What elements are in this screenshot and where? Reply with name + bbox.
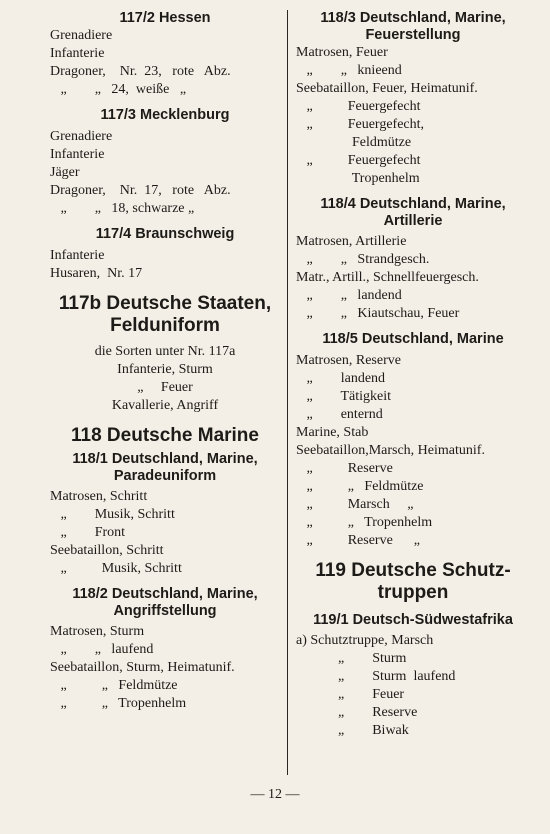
catalog-entry: Infanterie, Sturm: [117, 362, 213, 377]
catalog-entry: „ Biwak: [296, 723, 409, 738]
catalog-entry: „ „ laufend: [50, 642, 154, 657]
section-heading: Feuerstellung: [365, 27, 461, 43]
catalog-entry: „ landend: [296, 371, 386, 386]
catalog-entry: Infanterie: [50, 248, 105, 263]
section-heading: 117b Deutsche Staaten,: [58, 293, 272, 314]
catalog-entry: Seebataillon, Sturm, Heimatunif.: [50, 660, 235, 675]
catalog-entry: Tropenhelm: [296, 171, 420, 186]
page-number: — 12 —: [250, 787, 300, 802]
catalog-entry: Matrosen, Feuer: [296, 45, 388, 60]
catalog-entry: Grenadiere: [50, 129, 113, 144]
section-heading: Felduniform: [110, 315, 220, 336]
catalog-entry: Matrosen, Schritt: [50, 489, 148, 504]
spacer: [50, 578, 280, 586]
catalog-entry: „ Feuer: [296, 687, 405, 702]
catalog-entry: „ „ Feldmütze: [296, 479, 424, 494]
section-heading: Artillerie: [383, 213, 443, 229]
spacer: [50, 99, 280, 107]
catalog-entry: „ „ Kiautschau, Feuer: [296, 306, 460, 321]
catalog-entry: „ Sturm laufend: [296, 669, 456, 684]
catalog-entry: „ „ Tropenhelm: [296, 515, 433, 530]
section-heading: truppen: [377, 582, 449, 603]
column-divider: [287, 10, 288, 775]
catalog-entry: „ Sturm: [296, 651, 407, 666]
catalog-entry: „ enternd: [296, 407, 383, 422]
catalog-entry: „ Feuer: [137, 380, 193, 395]
catalog-entry: Dragoner, Nr. 23, rote Abz.: [50, 64, 231, 79]
catalog-entry: Feldmütze: [296, 135, 412, 150]
catalog-entry: „ Musik, Schritt: [50, 507, 175, 522]
catalog-entry: Matr., Artill., Schnellfeuergesch.: [296, 270, 479, 285]
catalog-entry: Husaren, Nr. 17: [50, 266, 143, 281]
catalog-entry: Seebataillon, Schritt: [50, 543, 164, 558]
catalog-entry: „ Reserve: [296, 705, 418, 720]
catalog-entry: Kavallerie, Angriff: [111, 398, 219, 413]
section-heading: Angriffstellung: [113, 603, 217, 619]
catalog-entry: „ „ Strandgesch.: [296, 252, 430, 267]
catalog-entry: „ „ landend: [296, 288, 402, 303]
section-heading: 118/2 Deutschland, Marine,: [72, 586, 258, 602]
catalog-entry: Jäger: [50, 165, 80, 180]
catalog-entry: Marine, Stab: [296, 425, 369, 440]
catalog-entry: die Sorten unter Nr. 117a: [94, 344, 236, 359]
catalog-entry: „ „ Tropenhelm: [50, 696, 187, 711]
catalog-entry: a) Schutztruppe, Marsch: [296, 633, 434, 648]
catalog-entry: Matrosen, Sturm: [50, 624, 145, 639]
catalog-entry: Matrosen, Reserve: [296, 353, 401, 368]
spacer: [50, 415, 280, 425]
catalog-entry: Seebataillon,Marsch, Heimatunif.: [296, 443, 485, 458]
section-heading: 117/2 Hessen: [119, 10, 211, 26]
section-heading: 118/4 Deutschland, Marine,: [320, 196, 506, 212]
catalog-entry: „ Feuergefecht: [296, 153, 421, 168]
section-heading: 118/1 Deutschland, Marine,: [72, 451, 258, 467]
catalog-entry: „ Reserve „: [296, 533, 421, 548]
spacer: [296, 323, 530, 331]
catalog-entry: Infanterie: [50, 46, 105, 61]
catalog-entry: „ Musik, Schritt: [50, 561, 182, 576]
catalog-entry: Seebataillon, Feuer, Heimatunif.: [296, 81, 478, 96]
spacer: [50, 218, 280, 226]
section-heading: 117/3 Mecklenburg: [100, 107, 230, 123]
right-column: [296, 10, 530, 740]
section-heading: 119 Deutsche Schutz-: [315, 560, 511, 581]
catalog-entry: „ Tätigkeit: [296, 389, 391, 404]
catalog-entry: „ „ 18, schwarze „: [50, 201, 195, 216]
spacer: [296, 550, 530, 560]
section-heading: 119/1 Deutsch-Südwestafrika: [313, 612, 513, 628]
catalog-entry: „ Reserve: [296, 461, 393, 476]
catalog-entry: Grenadiere: [50, 28, 113, 43]
catalog-entry: Matrosen, Artillerie: [296, 234, 407, 249]
section-heading: 118/5 Deutschland, Marine: [322, 331, 504, 347]
catalog-entry: „ Marsch „: [296, 497, 414, 512]
catalog-entry: Dragoner, Nr. 17, rote Abz.: [50, 183, 231, 198]
section-heading: Paradeuniform: [113, 468, 217, 484]
section-heading: 118/3 Deutschland, Marine,: [320, 10, 506, 26]
catalog-entry: „ Front: [50, 525, 126, 540]
spacer: [296, 604, 530, 612]
catalog-entry: Infanterie: [50, 147, 105, 162]
section-heading: 118 Deutsche Marine: [71, 425, 259, 446]
catalog-entry: „ „ knieend: [296, 63, 402, 78]
spacer: [50, 283, 280, 293]
spacer: [296, 188, 530, 196]
left-column: [50, 10, 280, 713]
section-heading: 117/4 Braunschweig: [95, 226, 235, 242]
catalog-entry: „ „ 24, weiße „: [50, 82, 187, 97]
catalog-entry: „ Feuergefecht,: [296, 117, 425, 132]
catalog-entry: „ „ Feldmütze: [50, 678, 178, 693]
catalog-entry: „ Feuergefecht: [296, 99, 421, 114]
